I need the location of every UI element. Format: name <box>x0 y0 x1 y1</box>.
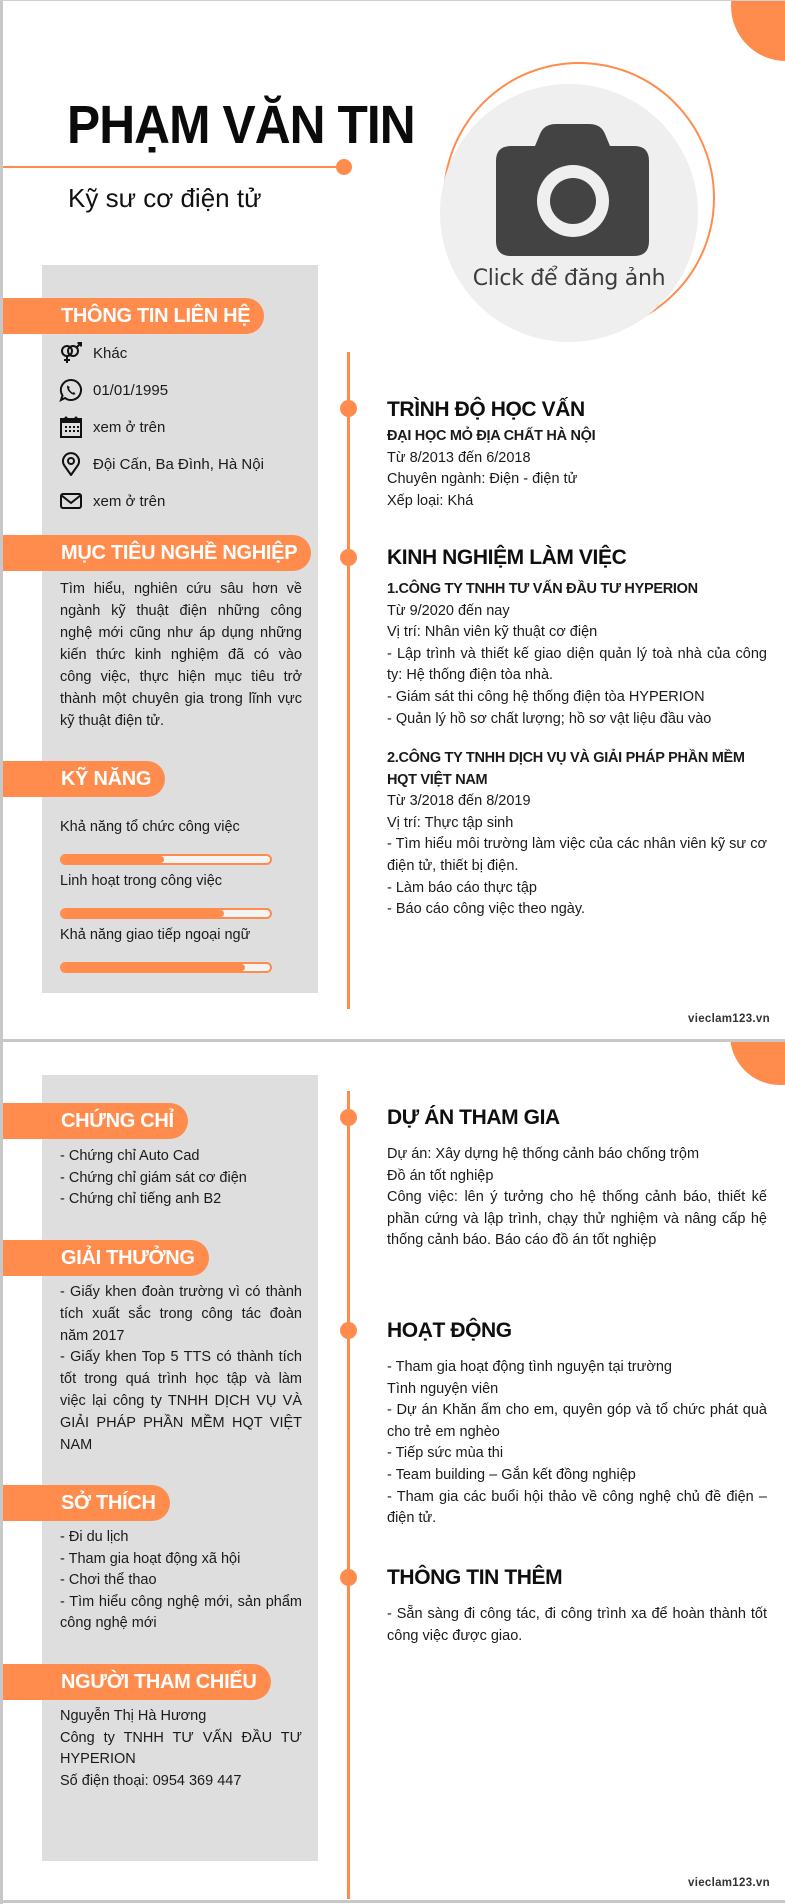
school-name: ĐẠI HỌC MỎ ĐỊA CHẤT HÀ NỘI <box>387 428 596 444</box>
education-line: Xếp loại: Khá <box>387 492 474 509</box>
section-title-additional: THÔNG TIN THÊM <box>387 1566 563 1589</box>
timeline-line <box>347 352 350 1009</box>
section-header-objective: MỤC TIÊU NGHỀ NGHIỆP <box>3 535 311 571</box>
activity-line: - Tham gia các buổi hội thảo về công nghệ chủ đề điện – điện tử. <box>387 1488 767 1527</box>
activity-line: - Tiếp sức mùa thi <box>387 1445 504 1462</box>
activity-line: - Dự án Khăn ấm cho em, quyên góp và tổ chức phát quà cho trẻ em nghèo <box>387 1402 767 1440</box>
reference-item: Công ty TNHH TƯ VẤN ĐẦU TƯ HYPERION <box>60 1729 302 1767</box>
additional-body <box>387 1604 767 1647</box>
contact-address-value: Đội Cấn, Ba Đình, Hà Nội <box>93 455 264 473</box>
contact-email <box>59 489 165 513</box>
certificate-item: - Chứng chỉ giám sát cơ điện <box>60 1169 247 1186</box>
activity-line: - Team building – Gắn kết đồng nghiệp <box>387 1466 636 1483</box>
camera-icon <box>496 124 649 256</box>
hobby-item: - Tìm hiểu công nghệ mới, sản phẩm công nghệ mới <box>60 1593 302 1631</box>
contact-address <box>59 452 264 476</box>
skill-label: Linh hoạt trong công việc <box>60 873 223 889</box>
calendar-icon <box>59 415 83 439</box>
skill-progress-bar <box>60 908 272 919</box>
footer-brand: vieclam123.vn <box>688 1013 770 1025</box>
education-line: Từ 8/2013 đến 6/2018 <box>387 449 531 466</box>
cv-page-2 <box>3 1042 785 1902</box>
additional-line: - Sẵn sàng đi công tác, đi công trình xa để hoàn thành tốt công việc được giao. <box>387 1606 767 1644</box>
certificate-item: - Chứng chỉ tiếng anh B2 <box>60 1191 222 1207</box>
gender-icon <box>59 341 83 365</box>
objective-text: Tìm hiểu, nghiên cứu sâu hơn về ngành kỹ thuật điện những công nghệ mới cũng như áp dụng những kiến thức kinh nghiệm đã có vào công việc, thực hiện mục tiêu trở thành một chuyên gia trong lĩnh vực kỹ thuật điện tử. <box>60 581 302 729</box>
company-name: 1.CÔNG TY TNHH TƯ VẤN ĐẦU TƯ HYPERION <box>387 581 698 597</box>
section-header-references: NGƯỜI THAM CHIẾU <box>3 1664 271 1700</box>
skill-label: Khả năng tổ chức công việc <box>60 819 240 835</box>
reference-item: Nguyễn Thị Hà Hương <box>60 1708 207 1724</box>
job-line: - Làm báo cáo thực tập <box>387 879 537 896</box>
contact-birthday-value: xem ở trên <box>93 418 166 436</box>
project-line: Dự án: Xây dựng hệ thống cảnh báo chống trộm <box>387 1146 700 1162</box>
job-line: Từ 3/2018 đến 8/2019 <box>387 793 531 810</box>
contact-phone <box>59 378 168 402</box>
contact-gender-value: Khác <box>93 344 128 362</box>
name-underline <box>3 166 343 168</box>
hobby-item: - Tham gia hoạt động xã hội <box>60 1550 241 1567</box>
award-item: - Giấy khen Top 5 TTS có thành tích tốt trong quá trình học tập và làm việc lại công ty TNHH DỊCH VỤ VÀ GIẢI PHÁP PHẦN MỀM HQT VIỆT NAM <box>60 1349 302 1453</box>
awards-list <box>60 1282 302 1456</box>
section-title-education: TRÌNH ĐỘ HỌC VẤN <box>387 398 585 421</box>
section-header-awards: GIẢI THƯỞNG <box>3 1240 209 1276</box>
education-body <box>387 426 767 512</box>
upload-photo-button[interactable] <box>440 84 698 342</box>
job-line: Vị trí: Nhân viên kỹ thuật cơ điện <box>387 624 598 641</box>
award-item: - Giấy khen đoàn trường vì có thành tích xuất sắc trong công tác đoàn năm 2017 <box>60 1284 302 1344</box>
projects-body <box>387 1144 767 1252</box>
email-icon <box>59 489 83 513</box>
activities-body <box>387 1357 767 1530</box>
references-list <box>60 1706 302 1792</box>
section-header-contact: THÔNG TIN LIÊN HỆ <box>3 298 264 334</box>
job-title: Kỹ sư cơ điện tử <box>68 183 262 213</box>
corner-decoration <box>730 1042 785 1085</box>
section-header-hobbies: SỞ THÍCH <box>3 1485 170 1521</box>
contact-gender <box>59 341 127 365</box>
skill-progress-fill <box>62 964 245 971</box>
hobbies-list <box>60 1527 302 1635</box>
contact-phone-value: 01/01/1995 <box>93 381 169 399</box>
section-header-certificates: CHỨNG CHỈ <box>3 1103 188 1139</box>
section-title-projects: DỰ ÁN THAM GIA <box>387 1106 560 1129</box>
location-icon <box>59 452 83 476</box>
job-line: - Báo cáo công việc theo ngày. <box>387 901 586 918</box>
job-line: - Quản lý hồ sơ chất lượng; hồ sơ vật liệu đầu vào <box>387 710 712 727</box>
project-line: Công việc: lên ý tưởng cho hệ thống cảnh báo, thiết kế phần cứng và lập trình, chạy thử nghiệm và nâng cấp hệ thống cảnh báo. Báo cáo đồ án tốt nghiệp <box>387 1189 767 1249</box>
name-underline-dot <box>336 159 352 175</box>
skill-progress-fill <box>62 856 164 863</box>
timeline-dot <box>340 549 357 566</box>
page-bottom-border <box>3 1900 785 1903</box>
contact-email-value: xem ở trên <box>93 492 166 510</box>
skill-progress-bar <box>60 854 272 865</box>
job-line: Vị trí: Thực tập sinh <box>387 814 514 831</box>
job-line: - Lập trình và thiết kế giao diện quản lý toà nhà của công ty: Hệ thống điện tòa nhà. <box>387 645 767 684</box>
section-title-experience: KINH NGHIỆM LÀM VIỆC <box>387 546 627 569</box>
activity-line: Tình nguyện viên <box>387 1380 499 1397</box>
certificates-list <box>60 1146 302 1211</box>
job-line: - Tìm hiểu môi trường làm việc của các nhân viên kỹ sư cơ điện tử, thiết bị điện. <box>387 836 767 874</box>
section-title-activities: HOẠT ĐỘNG <box>387 1319 512 1342</box>
job-line: - Giám sát thi công hệ thống điện tòa HYPERION <box>387 688 705 705</box>
timeline-dot <box>340 400 357 417</box>
skill-progress-bar <box>60 962 272 973</box>
upload-photo-label: Click để đăng ảnh <box>472 266 666 291</box>
timeline-line <box>347 1091 350 1899</box>
skill-label: Khả năng giao tiếp ngoại ngữ <box>60 927 251 943</box>
hobby-item: - Đi du lịch <box>60 1529 129 1545</box>
experience-job-2 <box>387 748 767 921</box>
certificate-item: - Chứng chỉ Auto Cad <box>60 1148 200 1164</box>
timeline-dot <box>340 1569 357 1586</box>
reference-item: Số điện thoại: 0954 369 447 <box>60 1772 242 1789</box>
timeline-dot <box>340 1109 357 1126</box>
cv-page-1 <box>3 1 785 1039</box>
skill-progress-fill <box>62 910 224 917</box>
company-name: 2.CÔNG TY TNHH DỊCH VỤ VÀ GIẢI PHÁP PHẦN MỀM HQT VIỆT NAM <box>387 750 745 788</box>
education-line: Chuyên ngành: Điện - điện tử <box>387 471 578 488</box>
experience-job-1 <box>387 579 767 730</box>
section-header-skills: KỸ NĂNG <box>3 761 165 797</box>
corner-decoration <box>731 1 785 61</box>
footer-brand: vieclam123.vn <box>688 1877 770 1889</box>
hobby-item: - Chơi thể thao <box>60 1572 157 1588</box>
job-line: Từ 9/2020 đến nay <box>387 602 510 619</box>
candidate-name: PHẠM VĂN TIN <box>67 95 415 155</box>
contact-birthday <box>59 415 165 439</box>
timeline-dot <box>340 1322 357 1339</box>
phone-icon <box>59 378 83 402</box>
activity-line: - Tham gia hoạt động tình nguyện tại trường <box>387 1359 672 1375</box>
project-line: Đồ án tốt nghiệp <box>387 1167 494 1184</box>
